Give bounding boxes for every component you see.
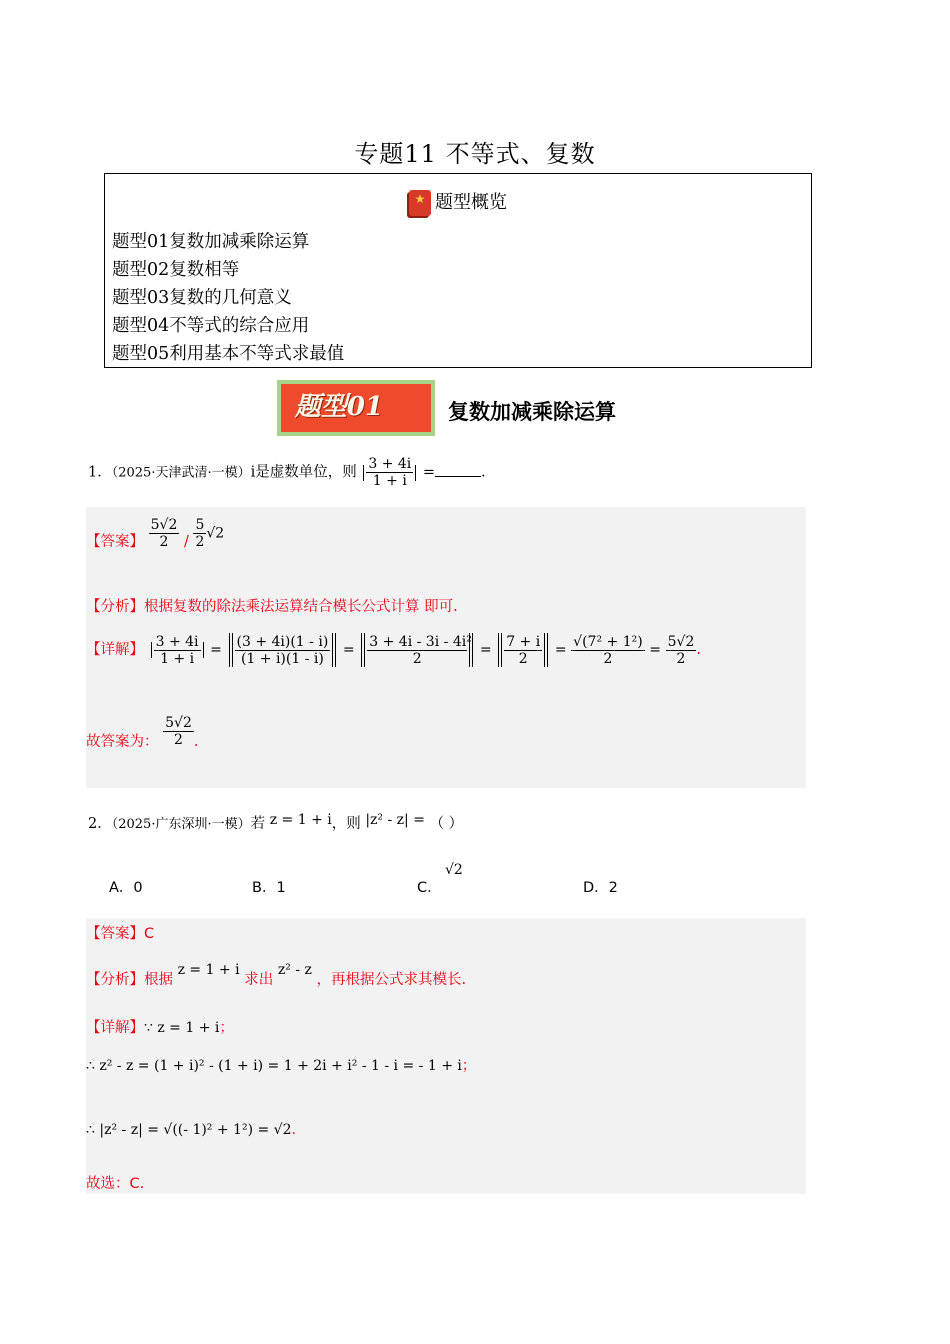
q1-answer: 【答案】 $\frac{5√2}{2}$ / $\frac{5}{2}$ √2 bbox=[86, 517, 225, 550]
question-text: i是虚数单位，则 bbox=[250, 464, 357, 481]
q1-answer-box bbox=[86, 507, 806, 788]
overview-item: 题型03复数的几何意义 bbox=[112, 288, 292, 308]
page-title: 专题11 不等式、复数 bbox=[354, 140, 596, 168]
q2-detail: 【详解】∵ z = 1 + i； bbox=[86, 1020, 234, 1036]
q1-analysis: 【分析】根据复数的除法乘法运算结合模长公式计算 即可. bbox=[86, 599, 458, 615]
q1-conclusion: 故答案为： $\frac{5√2}{2}$ . bbox=[86, 715, 199, 750]
answer-label: 【答案】 bbox=[86, 533, 144, 550]
answer-blank bbox=[435, 476, 481, 477]
option-a: A．0 bbox=[109, 880, 143, 896]
q2-detail-modulus: ∴ |z² - z| = √((- 1)² + 1²) = √2. bbox=[86, 1122, 296, 1138]
q1-fraction: $\frac{3 + 4i}{1 + i}$ bbox=[368, 456, 412, 489]
overview-item: 题型01复数加减乘除运算 bbox=[112, 232, 310, 252]
section-title: 复数加减乘除运算 bbox=[448, 399, 616, 424]
overview-heading-text: 题型概览 bbox=[435, 192, 507, 213]
overview-item: 题型02复数相等 bbox=[112, 260, 240, 280]
question-number: 1． bbox=[88, 464, 112, 481]
overview-heading bbox=[105, 188, 811, 216]
option-c: C． bbox=[417, 880, 442, 896]
overview-item: 题型05利用基本不等式求最值 bbox=[112, 344, 345, 364]
book-icon: ★ bbox=[409, 190, 431, 216]
section-badge bbox=[277, 380, 435, 436]
q2-answer-box bbox=[86, 918, 806, 1194]
q1-detail: 【详解】 $\frac{3 + 4i}{1 + i}$ = $\frac{(3 + 4i)(1 - i)}{(1 + i)(1 - i)}$ = $\frac{\text{3 + 4i - 3i - 4i²}}{2}$ = $\frac{7 + i}{2}$ = $\frac{\text{√(7² + 1²)}}{2}$ = $\frac{5√2}{2}$ . bbox=[86, 633, 701, 667]
q2-answer: 【答案】C bbox=[86, 926, 155, 942]
answer-alt-fraction: $\frac{5}{2}$ bbox=[195, 517, 205, 550]
question-source: （2025·天津武清·一模） bbox=[111, 465, 251, 481]
q2-choose: 故选：C. bbox=[86, 1176, 145, 1192]
section-badge-text: 题型01 bbox=[294, 392, 384, 422]
q2-analysis: 【分析】根据 z = 1 + i 求出 z² - z ，再根据公式求其模长. bbox=[86, 962, 467, 988]
option-c-value: √2 bbox=[445, 862, 463, 878]
question-2: 2．（2025·广东深圳·一模）若 z = 1 + i，则 |z² - z| = （ ） bbox=[88, 812, 464, 832]
q2-detail-step: ∴ z² - z = (1 + i)² - (1 + i) = 1 + 2i + i² - 1 - i = - 1 + i； bbox=[86, 1058, 476, 1074]
q1-eq: = bbox=[422, 464, 436, 481]
question-1: 1．（2025·天津武清·一模）i是虚数单位，则 $\frac{3 + 4i}{1 + i}$ = . bbox=[88, 456, 486, 489]
overview-item: 题型04不等式的综合应用 bbox=[112, 316, 310, 336]
option-b: B．1 bbox=[252, 880, 286, 896]
answer-fraction: $\frac{5√2}{2}$ bbox=[150, 517, 178, 550]
option-d: D．2 bbox=[583, 880, 618, 896]
overview-box bbox=[104, 173, 812, 368]
